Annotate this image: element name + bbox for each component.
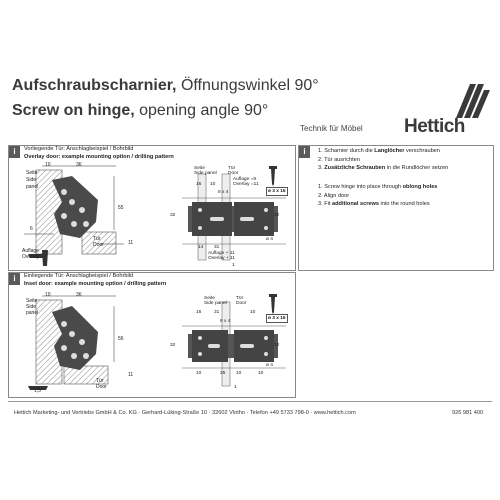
overlay-label-auflage: Auflage — [22, 248, 39, 254]
inset-pattern-dim-16: 16 — [196, 310, 202, 315]
footer-address: Hettich Marketing- und Vertriebs GmbH & Co. KG · Gerhard-Lüking-Straße 10 · 32602 Vlotho · Telefon +49 5733 798-0 · www.hettich.com — [14, 410, 356, 416]
overlay-label-tuer: Tür — [93, 236, 101, 242]
overlay-label-door: Door — [93, 242, 104, 248]
inset-pattern-tuer: Tür — [236, 296, 244, 301]
inset-pattern-dim-31: 31 — [214, 310, 220, 315]
info-icon: i — [9, 273, 20, 285]
logo-wordmark: Hettich — [404, 116, 465, 137]
overlay-pattern-door: Door — [228, 171, 239, 176]
inset-dim-56: 56 — [118, 336, 124, 342]
instructions-german — [318, 147, 448, 173]
inset-label-panel: panel — [26, 310, 39, 316]
inset-pattern-dim-10-b: 10 — [236, 371, 242, 376]
inset-label-seite: Seite — [26, 298, 38, 304]
hettich-logo-mark — [404, 80, 490, 120]
instruction-en-3: 3. Fit additional screws into the round holes — [318, 201, 430, 207]
overlay-label-overlay: Overlay — [22, 254, 40, 260]
overlay-auflage-eq: Auflage =9 — [233, 177, 257, 182]
inset-pattern-dim-d4: ø 4 — [266, 363, 273, 368]
overlay-screw-label: ø 3 x 16 — [268, 189, 286, 194]
inset-pattern-dim-10-top: 10 — [250, 310, 256, 315]
title-german: Aufschraubscharnier, Öffnungswinkel 90° — [12, 77, 319, 94]
overlay-pattern-tuer: Tür — [228, 166, 236, 171]
tagline: Technik für Möbel — [300, 124, 363, 133]
instruction-de-3: 3. Zusätzliche Schrauben in die Rundlöcher setzen — [318, 165, 449, 171]
overlay-label-seite: Seite — [26, 170, 38, 176]
inset-pattern-dim-32-right: 32 — [274, 343, 280, 348]
overlay-pattern-seite: Seite — [194, 166, 205, 171]
overlay-auflage-plus: Auflage + 11 — [208, 251, 235, 256]
overlay-pattern-dim-8x4: 8 x 4 — [218, 190, 229, 195]
hettich-logo — [404, 80, 490, 136]
overlay-pattern-dim-10: 10 — [210, 182, 216, 187]
overlay-overlay-plus: Overlay + 11 — [208, 256, 235, 261]
overlay-dim-11: 11 — [128, 240, 134, 246]
inset-pattern-seite: Seite — [204, 296, 215, 301]
overlay-pattern-dim-31: 31 — [214, 245, 220, 250]
inset-label-door: Door — [96, 384, 107, 390]
inset-caption-en: Inset door: example mounting option / drilling pattern — [24, 281, 167, 287]
overlay-overlay-eq: Overlay =11 — [233, 182, 259, 187]
inset-pattern-dim-1: 1 — [234, 385, 237, 390]
overlay-pattern-dim-d4: ø 4 — [266, 237, 273, 242]
overlay-dim-36: 36 — [76, 162, 82, 168]
overlay-label-panel: panel — [26, 184, 39, 190]
overlay-pattern-dim-1: 1 — [232, 263, 235, 268]
instruction-de-1: 1. Scharnier durch die Langlöcher verschrauben — [318, 148, 440, 154]
instruction-de-2: 2. Tür ausrichten — [318, 156, 360, 163]
info-icon: i — [299, 146, 310, 158]
overlay-dim-55: 55 — [118, 205, 124, 211]
inset-caption-de: Einliegende Tür: Anschlagbeispiel / Bohrbild — [24, 273, 134, 279]
overlay-caption-de: Vorliegende Tür: Anschlagbeispiel / Bohrbild — [24, 146, 134, 152]
inset-screw-label: ø 3 x 16 — [268, 316, 286, 321]
overlay-label-side: Side — [26, 177, 37, 183]
info-icon: i — [9, 146, 20, 158]
footer-document-code: 926 981 400 — [452, 410, 484, 416]
inset-pattern-door: Door — [236, 301, 247, 306]
inset-pattern-dim-32-left: 32 — [170, 343, 176, 348]
footer-divider — [8, 401, 492, 402]
inset-pattern-dim-10-a: 10 — [196, 371, 202, 376]
instruction-en-1: 1. Screw hinge into place through oblong holes — [318, 184, 438, 190]
screw-icon — [268, 294, 278, 314]
inset-pattern-dim-25: 25 — [220, 371, 226, 376]
inset-dim-36: 36 — [76, 292, 82, 298]
overlay-pattern-dim-32-right: 32 — [274, 213, 280, 218]
inset-pattern-dim-8x4: 8 x 4 — [220, 319, 231, 324]
instructions-english — [318, 183, 437, 209]
title-english: Screw on hinge, opening angle 90° — [12, 102, 269, 119]
inset-label-side: Side — [26, 304, 37, 310]
screw-icon — [268, 166, 278, 186]
inset-pattern-side-panel: Side panel — [204, 301, 227, 306]
overlay-caption-en: Overlay door: example mounting option / drilling pattern — [24, 154, 174, 160]
inset-label-tuer: Tür — [96, 378, 104, 384]
overlay-pattern-side-panel: Side panel — [194, 171, 217, 176]
overlay-pattern-dim-16: 16 — [196, 182, 202, 187]
overlay-pattern-dim-32-left: 32 — [170, 213, 176, 218]
overlay-pattern-dim-14: 14 — [198, 245, 204, 250]
inset-dim-10: 10 — [45, 292, 51, 298]
overlay-dim-6: 6 — [30, 226, 33, 232]
instruction-en-2: 2. Align door — [318, 192, 350, 199]
inset-dim-11: 11 — [128, 372, 134, 378]
inset-pattern-dim-10-c: 10 — [258, 371, 264, 376]
inset-dim-1-5: 1,5 — [34, 388, 41, 394]
overlay-dim-10: 10 — [45, 162, 51, 168]
